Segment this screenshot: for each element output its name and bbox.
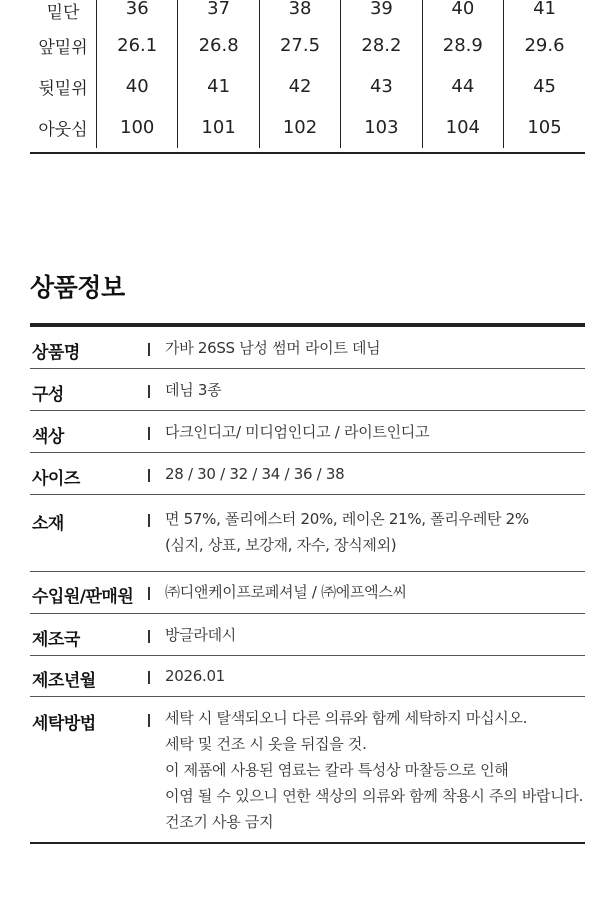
size-row-label: 아웃심 xyxy=(30,107,97,148)
info-value: 방글라데시 xyxy=(165,626,236,644)
info-value: 28 / 30 / 32 / 34 / 36 / 38 xyxy=(165,465,345,483)
product-info-list xyxy=(30,327,585,844)
info-row-size xyxy=(30,453,585,495)
size-cell: 42 xyxy=(259,66,340,107)
size-cell: 39 xyxy=(341,0,422,25)
info-separator xyxy=(148,671,150,684)
size-cell: 100 xyxy=(97,107,178,148)
info-separator xyxy=(148,385,150,398)
info-label: 소재 xyxy=(32,514,64,534)
info-label: 제조년월 xyxy=(32,671,96,691)
info-value: 2026.01 xyxy=(165,667,225,685)
info-label: 색상 xyxy=(32,427,64,447)
size-cell: 40 xyxy=(422,0,503,25)
info-label: 수입원/판매원 xyxy=(32,587,134,607)
size-cell: 101 xyxy=(178,107,259,148)
size-cell: 104 xyxy=(422,107,503,148)
info-separator xyxy=(148,427,150,440)
product-info-title: 상품정보 xyxy=(30,273,125,302)
info-row-importer-seller xyxy=(30,572,585,614)
size-cell: 45 xyxy=(533,76,556,97)
info-separator xyxy=(148,343,150,356)
size-cell: 41 xyxy=(533,0,556,19)
size-row-label: 뒷밑위 xyxy=(30,66,97,107)
info-row-color xyxy=(30,411,585,453)
info-row-washing xyxy=(30,697,585,844)
info-label: 제조국 xyxy=(32,630,80,650)
info-value: 데님 3종 xyxy=(165,381,222,399)
size-cell: 103 xyxy=(341,107,422,148)
size-cell: 38 xyxy=(259,0,340,25)
size-row-label: 밑단 xyxy=(30,0,97,25)
info-value: 면 57%, 폴리에스터 20%, 레이온 21%, 폴리우레탄 2% (심지, 상표, 보강재, 자수, 장식제외) xyxy=(165,510,529,554)
info-separator xyxy=(148,630,150,643)
size-table xyxy=(30,0,585,148)
size-row-back-rise xyxy=(30,66,585,107)
info-separator xyxy=(148,714,150,727)
info-row-product-name xyxy=(30,327,585,369)
info-value: 다크인디고/ 미디엄인디고 / 라이트인디고 xyxy=(165,423,430,441)
size-cell: 41 xyxy=(178,66,259,107)
info-row-manufacture-date xyxy=(30,656,585,697)
size-cell: 36 xyxy=(97,0,178,25)
size-cell: 43 xyxy=(341,66,422,107)
info-label: 상품명 xyxy=(32,343,80,363)
info-label: 구성 xyxy=(32,385,64,405)
size-cell: 28.9 xyxy=(422,25,503,66)
info-value: 세탁 시 탈색되오니 다른 의류와 함께 세탁하지 마십시오. 세탁 및 건조 시 옷을 뒤집을 것. 이 제품에 사용된 염료는 칼라 특성상 마찰등으로 인해 이염 될 수 있으니 연한 색상의 의류와 함께 착용시 주의 바랍니다. 건조기 사용 금지 xyxy=(165,709,584,831)
size-cell: 29.6 xyxy=(524,35,565,56)
size-row-hem xyxy=(30,0,585,25)
size-cell: 28.2 xyxy=(341,25,422,66)
info-label: 사이즈 xyxy=(32,469,80,489)
size-cell: 40 xyxy=(97,66,178,107)
size-row-label: 앞밑위 xyxy=(30,25,97,66)
info-label: 세탁방법 xyxy=(32,714,96,734)
info-row-material xyxy=(30,495,585,572)
size-row-outseam xyxy=(30,107,585,148)
size-table-bottom-divider xyxy=(30,152,585,154)
info-value: ㈜디앤케이프로페셔널 / ㈜에프엑스씨 xyxy=(165,583,407,601)
info-row-country xyxy=(30,614,585,656)
size-cell: 37 xyxy=(178,0,259,25)
info-separator xyxy=(148,587,150,600)
size-cell: 26.1 xyxy=(97,25,178,66)
size-cell: 44 xyxy=(422,66,503,107)
size-cell: 102 xyxy=(259,107,340,148)
size-cell: 105 xyxy=(527,117,562,138)
info-separator xyxy=(148,514,150,527)
size-cell: 27.5 xyxy=(259,25,340,66)
info-row-composition xyxy=(30,369,585,411)
info-value: 가바 26SS 남성 썸머 라이트 데님 xyxy=(165,339,381,357)
size-cell: 26.8 xyxy=(178,25,259,66)
size-row-front-rise xyxy=(30,25,585,66)
info-separator xyxy=(148,469,150,482)
